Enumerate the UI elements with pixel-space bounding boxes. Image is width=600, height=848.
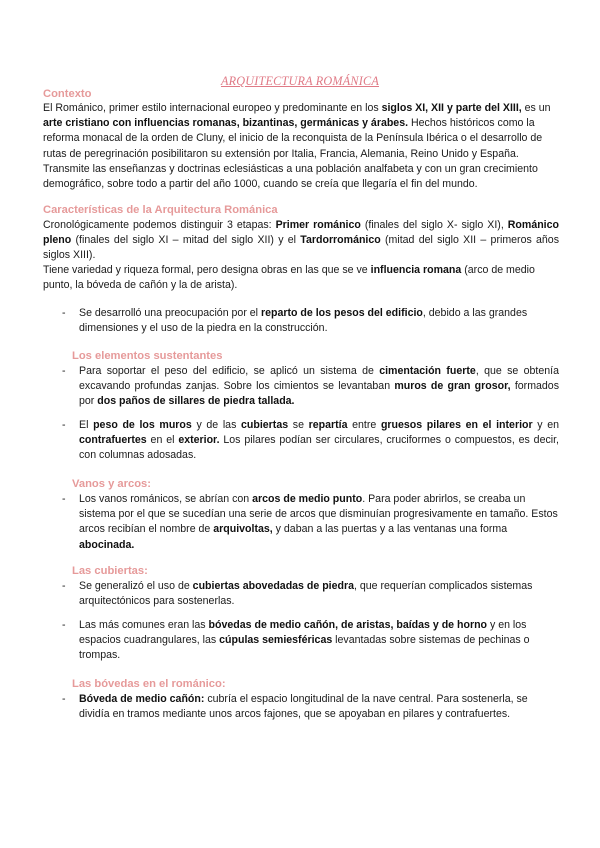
bullet-dash: - xyxy=(62,419,66,431)
bullet-dash: - xyxy=(62,365,66,377)
list-item-text xyxy=(79,364,559,410)
page-title: ARQUITECTURA ROMÁNICA xyxy=(220,74,379,88)
bold-text: Tardorrománico xyxy=(300,234,381,247)
list-item-text xyxy=(79,492,559,553)
text: (arco de medio punto, la bóveda de cañón y la de arista). xyxy=(43,264,535,292)
bullet-dash: - xyxy=(62,493,66,505)
bold-text: exterior. xyxy=(178,434,220,447)
list-item xyxy=(62,306,559,336)
bullet-dash: - xyxy=(62,693,66,705)
bold-text: bóvedas de medio cañón, de aristas, baídas y de horno xyxy=(208,619,488,631)
list-item-text xyxy=(79,692,559,722)
text: , que requerían complicados sistemas arquitectónicos para sostenerlas. xyxy=(79,580,533,608)
text: es un xyxy=(521,102,551,114)
list-item xyxy=(62,692,559,722)
bold-text: muros de gran grosor, xyxy=(394,380,511,393)
text: (finales del siglo XI – mitad del siglo XII) y el xyxy=(71,234,301,247)
paragraph-variedad xyxy=(43,263,559,293)
paragraph-contexto xyxy=(43,101,559,192)
list-item-text xyxy=(79,579,559,609)
text: se xyxy=(288,419,309,431)
text: , debido a las grandes dimensiones y el uso de la piedra en la construcción. xyxy=(79,307,528,335)
text: levantadas sobre sistemas de pechinas o trompas. xyxy=(79,634,530,662)
bold-text: cubiertas abovedadas de piedra xyxy=(192,580,354,592)
text: . Para poder abrirlos, se creaba un sistema por el que se sucedían una serie de arcos que disminuían progresivamente en tamaño. Estos arcos recibían el nombre de xyxy=(79,493,558,536)
bold-text: cúpulas semiesféricas xyxy=(219,634,333,647)
text: Los vanos románicos, se abrían con xyxy=(79,493,253,505)
text: Hechos históricos como la reforma monacal de la orden de Cluny, el inicio de la reconquista de la Península Ibérica o el desarrollo de rutas de peregrinación posibilitaron su extensión por Italia, Francia, Alemania, Reino Unido y España. Transmite las enseñanzas y doctrinas eclesiásticas a una población analfabeta y con un gran crecimiento demográfico, sobre todo a partir del año 1000, cuando se creía que llegaría el fin del mundo. xyxy=(43,117,543,191)
bold-text: reparto de los pesos del edificio xyxy=(260,307,423,319)
bold-text: Primer románico xyxy=(275,219,361,231)
text: y en xyxy=(532,419,559,431)
text: formados por xyxy=(79,380,559,408)
list-item-text xyxy=(79,306,559,336)
bold-text: arquivoltas, xyxy=(213,523,273,536)
bold-text: Románico pleno xyxy=(43,219,559,247)
section-heading-sustentantes: Los elementos sustentantes xyxy=(72,350,223,362)
bold-text: peso de los muros xyxy=(93,419,192,431)
bold-text: Bóveda de medio cañón: xyxy=(79,693,205,705)
list-item xyxy=(62,364,559,410)
list-item xyxy=(62,579,559,609)
bold-text: repartía xyxy=(308,419,348,431)
text: Cronológicamente podemos distinguir 3 etapas: xyxy=(43,219,276,231)
text: Tiene variedad y riqueza formal, pero designa obras en las que se ve xyxy=(43,264,371,276)
text: Se generalizó el uso de xyxy=(79,580,193,592)
list-item xyxy=(62,492,559,553)
text: y en los espacios cuadrangulares, las xyxy=(79,619,527,647)
bold-text: contrafuertes xyxy=(79,434,147,447)
text: (finales del siglo X- siglo XI), xyxy=(360,219,508,231)
text: Se desarrolló una preocupación por el xyxy=(79,307,261,319)
text: en el xyxy=(146,434,179,447)
text: Las más comunes eran las xyxy=(79,619,209,631)
text: Los pilares podían ser circulares, cruciformes o compuestos, es decir, con columnas adosadas. xyxy=(79,434,559,462)
bold-text: arcos de medio punto xyxy=(252,493,363,505)
bullet-dash: - xyxy=(62,580,66,592)
text: El xyxy=(79,419,94,431)
list-item-text xyxy=(79,618,559,664)
text: y daban a las puertas y a las ventanas una forma xyxy=(272,523,508,536)
bold-text: dos paños de sillares de piedra tallada. xyxy=(97,395,295,408)
text: cubría el espacio longitudinal de la nave central. Para sostenerla, se dividía en tramos mediante unos arcos fajones, que se apoyaban en pilares y contrafuertes. xyxy=(79,693,528,721)
bold-text: influencia romana xyxy=(370,264,462,276)
section-heading-vanos: Vanos y arcos: xyxy=(72,478,151,490)
text: , que se obtenía excavando profundas zanjas. Sobre los cimientos se levantaban xyxy=(79,365,559,393)
text: Para soportar el peso del edificio, se aplicó un sistema de xyxy=(79,365,380,377)
bold-text: cubiertas xyxy=(241,419,289,431)
section-heading-caracteristicas: Características de la Arquitectura Románica xyxy=(43,204,278,216)
bullet-dash: - xyxy=(62,619,66,631)
list-item-text xyxy=(79,418,559,464)
bold-text: gruesos pilares en el interior xyxy=(380,419,533,431)
bullet-dash: - xyxy=(62,307,66,319)
bold-text: cimentación fuerte xyxy=(379,365,476,377)
bold-text: arte cristiano con influencias romanas, bizantinas, germánicas y árabes. xyxy=(43,117,409,130)
bold-text: siglos XI, XII y parte del XIII, xyxy=(381,102,522,114)
text: (mitad del siglo XII – primeros años siglos XIII). xyxy=(43,234,560,262)
list-item xyxy=(62,618,559,664)
section-heading-bovedas: Las bóvedas en el románico: xyxy=(72,678,226,690)
paragraph-etapas xyxy=(43,218,559,264)
text: El Románico, primer estilo internacional europeo y predominante en los xyxy=(43,102,382,114)
text: entre xyxy=(347,419,381,431)
section-heading-contexto: Contexto xyxy=(43,88,92,100)
bold-text: abocinada. xyxy=(79,538,135,551)
text: y de las xyxy=(191,419,242,431)
list-item xyxy=(62,418,559,464)
section-heading-cubiertas: Las cubiertas: xyxy=(72,565,148,577)
